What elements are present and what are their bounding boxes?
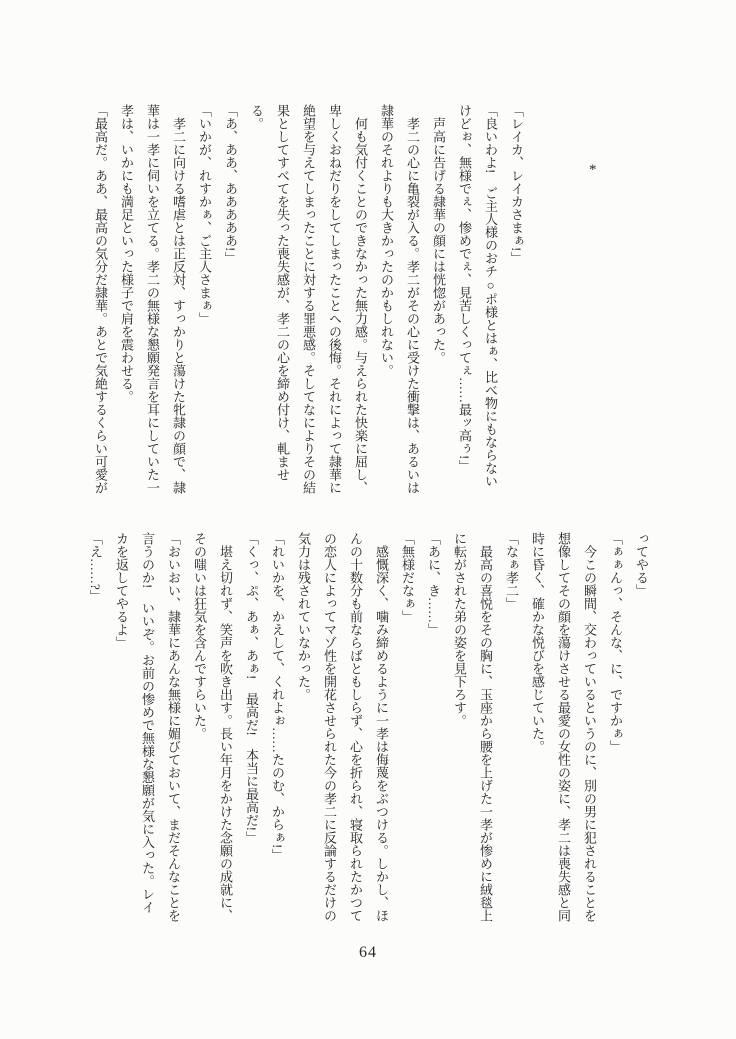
text-line: 「ぁぁんっ、そんな、に、ですかぁ」 (608, 532, 623, 753)
text-line: 堪え切れず、笑声を吹き出す。長い年月をかけた念願の成就に、 (218, 532, 233, 922)
text-line: 「おいおい、隷華にあんな無様に媚びておいて、まだそんなことを (166, 532, 181, 922)
text-line: けどぉ、無様でぇ、惨めでぇ、見苦しくってぇ……最ッ高ぅ!」 (457, 104, 472, 473)
text-line: 想像してその顔を蕩けさせる最愛の女性の姿に、孝二は喪失感と同 (556, 532, 571, 922)
text-line: 感慨深く、噛み締めるように一孝は侮蔑をぶつける。しかし、ほ (374, 532, 389, 922)
text-line: ってやる」 (634, 532, 649, 597)
text-line: 果としてすべてを失った喪失感が、孝二の心を締め付け、軋ませ (275, 104, 290, 481)
text-line: る。 (249, 104, 264, 130)
text-line: その嗤いは狂気を含んですらいた。 (192, 532, 207, 740)
text-line: 気力は残されていなかった。 (296, 532, 311, 701)
text-line: 「くっ、ぷ、あぁ、あぁ! 最高だ! 本当に最高だ!」 (244, 532, 259, 844)
text-line: 何も気付くことのできなかった無力感。与えられた快楽に屈し、 (353, 104, 368, 494)
text-line: 声高に告げる隷華の顔には恍惚があった。 (431, 104, 446, 364)
text-line: 「あ、ああ、あああああ!」 (223, 104, 238, 265)
text-line: 華は一孝に伺いを立てる。孝二の無様な懇願発言を耳にしていた一 (145, 104, 160, 494)
text-line: 「最高だ。ああ、最高の気分だ隷華。あとで気絶するくらい可愛が (93, 104, 108, 494)
text-line: 時に昏く、確かな悦びを感じていた。 (530, 532, 545, 753)
text-line: 孝は、いかにも満足といった様子で肩を震わせる。 (119, 104, 134, 403)
text-line: 最高の喜悦をその胸に、玉座から腰を上げた一孝が惨めに絨毯上 (478, 532, 493, 922)
text-line: 卑しくおねだりをしてしまったことへの後悔。それによって隷華に (327, 104, 342, 494)
text-line: 今この瞬間、交わっているというのに、別の男に犯されることを (582, 532, 597, 922)
text-line: カを返してやるよ」 (114, 532, 129, 649)
section-separator: * (589, 162, 597, 178)
text-line: 「良いわよ! ご主人様のおチ○ポ様とはぁ、比べ物にもならない (483, 104, 498, 488)
text-line: 「レイカ、レイカさまぁ!」 (509, 104, 524, 265)
text-line: んの十数分も前ならばともしらず、心を折られ、寝取られたかつて (348, 532, 363, 922)
text-line: 隷華のそれよりも大きかったのかもしれない。 (379, 104, 394, 377)
text-line: 「なぁ孝二」 (504, 532, 519, 610)
text-block-top (87, 104, 529, 498)
text-line: 「れいかを、かえして、くれよぉ……たのむ、からぁ!」 (270, 532, 285, 862)
text-line: 「いかが、れすかぁ、ご主人さまぁ」 (197, 104, 212, 325)
text-line: 孝二の心に亀裂が入る。孝二がその心に受けた衝撃は、あるいは (405, 104, 420, 494)
text-block-bottom (82, 532, 654, 926)
text-line: 「え……?」 (88, 532, 103, 603)
text-line: の恋人によってマゾ性を開花させられた今の孝二に反論するだけの (322, 532, 337, 922)
text-line: 「あに、き……」 (426, 532, 441, 636)
page-number: 64 (359, 944, 377, 961)
text-line: 孝二に向ける嗜虐とは正反対、すっかりと蕩けた牝隷の顔で、隷 (171, 104, 186, 494)
text-line: 絶望を与えてしまったことに対する罪悪感。そしてなによりその結 (301, 104, 316, 494)
text-line: 言うのか! いいぞ。お前の惨めで無様な懇願が気に入った。レイ (140, 532, 155, 914)
text-line: に転がされた弟の姿を見下ろす。 (452, 532, 467, 727)
text-line: 「無様だなぁ」 (400, 532, 415, 623)
